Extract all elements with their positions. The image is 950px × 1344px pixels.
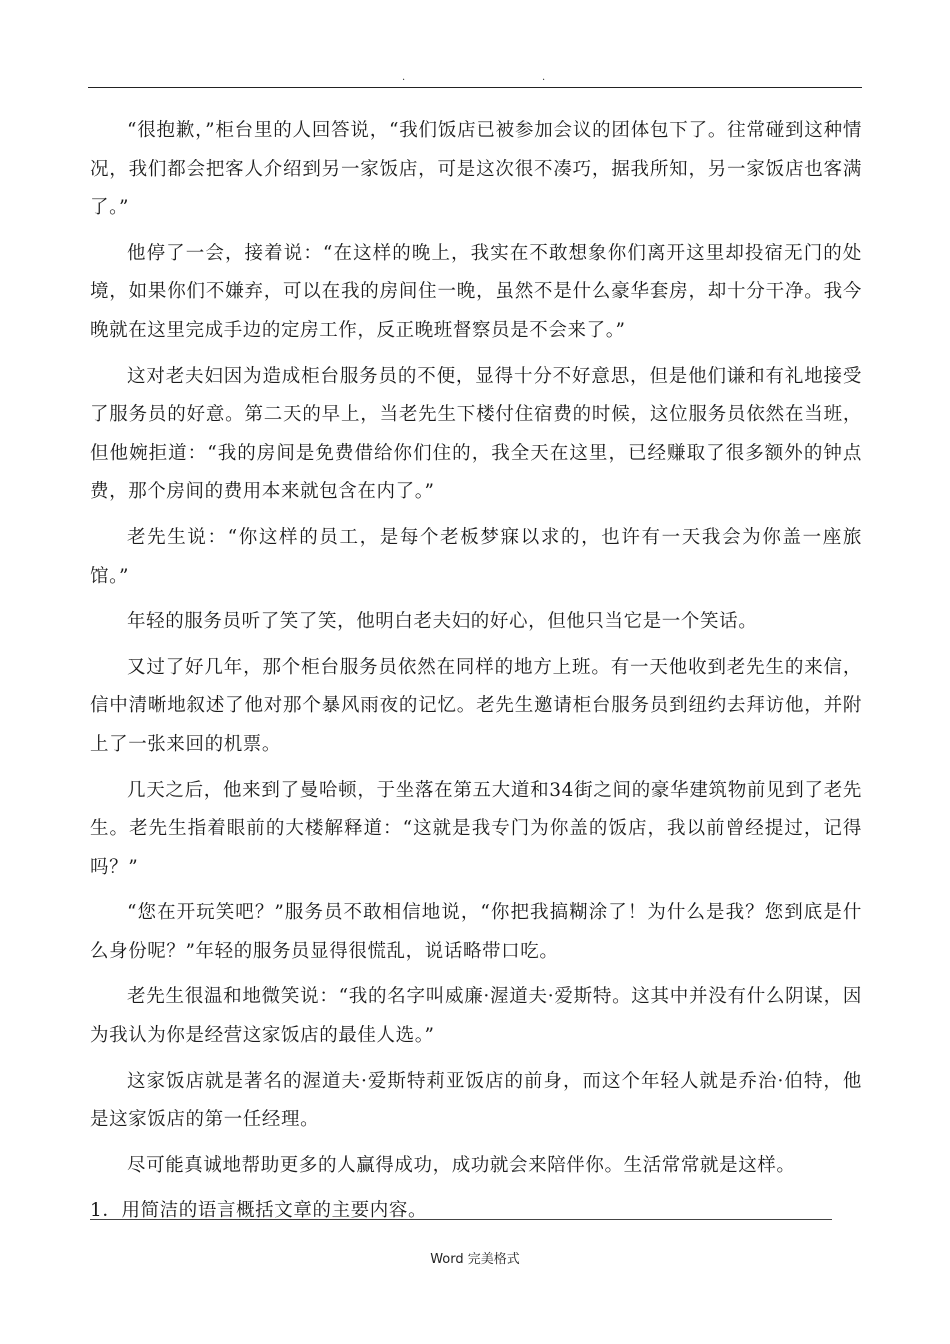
paragraph-11: 尽可能真诚地帮助更多的人赢得成功，成功就会来陪伴你。生活常常就是这样。 (127, 1154, 796, 1176)
header-dot-left: . (402, 72, 406, 83)
paragraph-8: “您在开玩笑吧？”服务员不敢相信地说，“你把我搞糊涂了！为什么是我？您到底是什么身份呢？”年轻的服务员显得很慌乱，说话略带口吃。 (90, 902, 862, 962)
paragraph-7: 几天之后，他来到了曼哈顿，于坐落在第五大道和34街之间的豪华建筑物前见到了老先生。老先生指着眼前的大楼解释道：“这就是我专门为你盖的饭店，我以前曾经提过，记得吗？” (90, 779, 862, 878)
header-dots (0, 72, 950, 84)
paragraph-1: “很抱歉，”柜台里的人回答说，“我们饭店已被参加会议的团体包下了。往常碰到这种情况，我们都会把客人介绍到另一家饭店，可是这次很不凑巧，据我所知，另一家饭店也客满了。” (90, 120, 862, 219)
paragraph-9: 老先生很温和地微笑说：“我的名字叫威廉·渥道夫·爱斯特。这其中并没有什么阴谋，因为我认为你是经营这家饭店的最佳人选。” (90, 986, 862, 1047)
footer-rule (90, 1219, 832, 1220)
paragraph-4: 老先生说：“你这样的员工，是每个老板梦寐以求的，也许有一天我会为你盖一座旅馆。” (90, 526, 862, 587)
paragraph-2: 他停了一会，接着说：“在这样的晚上，我实在不敢想象你们离开这里却投宿无门的处境，如果你们不嫌弃，可以在我的房间住一晚，虽然不是什么豪华套房，却十分干净。我今晚就在这里完成手边的定房工作，反正晚班督察员是不会来了。” (90, 242, 862, 341)
question-1: 1．用简洁的语言概括文章的主要内容。 (90, 1200, 428, 1222)
paragraph-6: 又过了好几年，那个柜台服务员依然在同样的地方上班。有一天他收到老先生的来信，信中清晰地叙述了他对那个暴风雨夜的记忆。老先生邀请柜台服务员到纽约去拜访他，并附上了一张来回的机票。 (90, 656, 862, 755)
header-rule (88, 87, 862, 88)
paragraph-10: 这家饭店就是著名的渥道夫·爱斯特莉亚饭店的前身，而这个年轻人就是乔治·伯特，他是这家饭店的第一任经理。 (90, 1070, 862, 1131)
header-dot-right: . (542, 72, 546, 83)
paragraph-5: 年轻的服务员听了笑了笑，他明白老夫妇的好心，但他只当它是一个笑话。 (127, 611, 758, 633)
paragraph-3: 这对老夫妇因为造成柜台服务员的不便，显得十分不好意思，但是他们谦和有礼地接受了服务员的好意。第二天的早上，当老先生下楼付住宿费的时候，这位服务员依然在当班，但他婉拒道：“我的房间是免费借给你们住的，我全天在这里，已经赚取了很多额外的钟点费，那个房间的费用本来就包含在内了。” (90, 365, 862, 503)
document-body (90, 112, 862, 1238)
footer-label: Word 完美格式 (430, 1252, 520, 1267)
